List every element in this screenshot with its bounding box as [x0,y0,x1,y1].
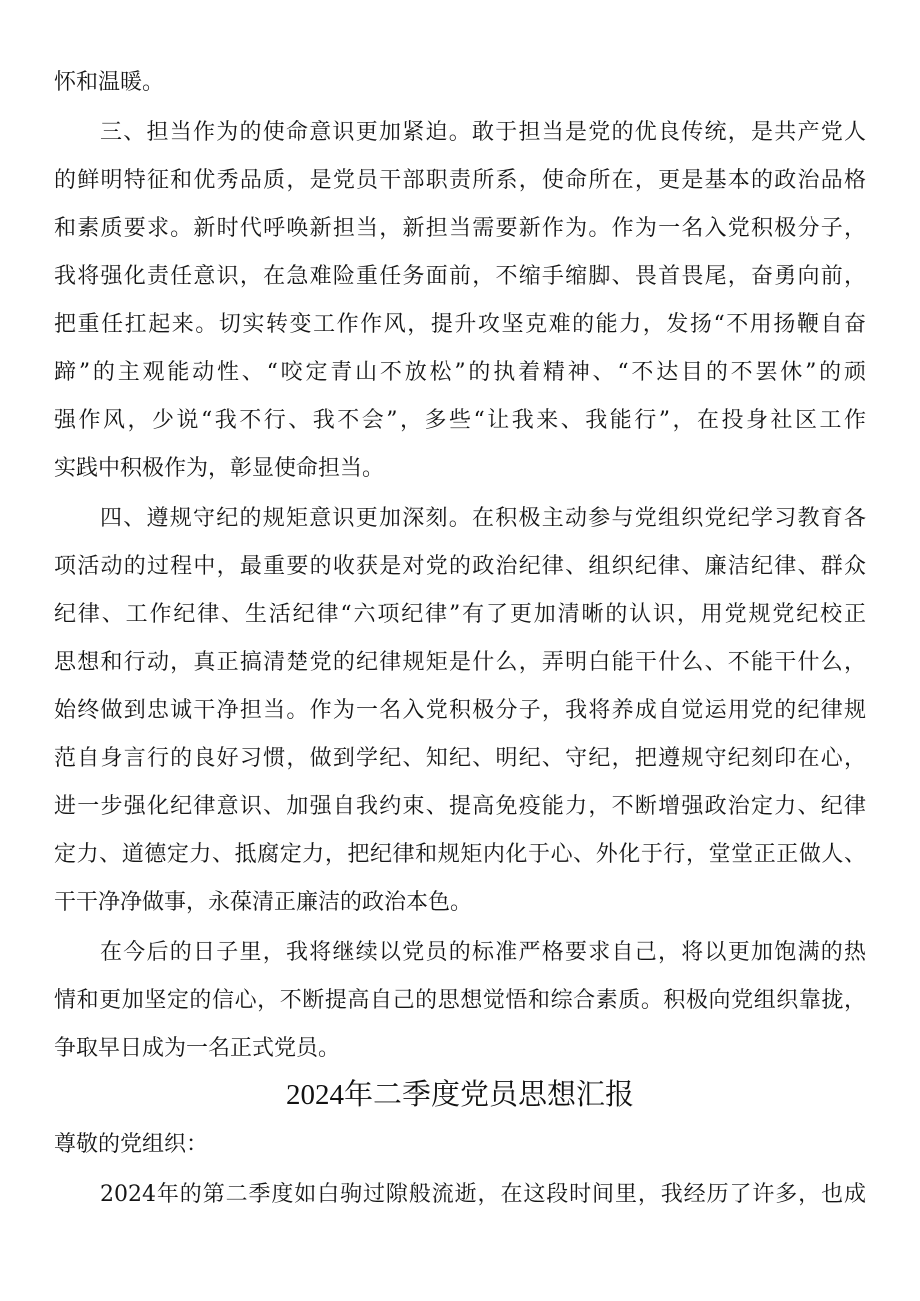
section-three-line: 三、担当作为的使命意识更加紧迫。敢于担当是党的优良传统，是共产党人 [100,120,866,145]
section-four-line: 干干净净做事，永葆清正廉洁的政治本色。 [54,890,473,915]
closing-line: 在今后的日子里，我将继续以党员的标准严格要求自己，将以更加饱满的热 [100,940,866,965]
section-four-line: 范自身言行的良好习惯，做到学纪、知纪、明纪、守纪，把遵规守纪刻印在心， [54,746,866,771]
section-four-line: 定力、道德定力、抵腐定力，把纪律和规矩内化于心、外化于行，堂堂正正做人、 [54,842,866,867]
section-three-line: 蹄”的主观能动性、“咬定青山不放松”的执着精神、“不达目的不罢休”的顽 [54,360,866,385]
paragraph-continuation-line: 怀和温暖。 [54,70,165,95]
section-three-line: 的鲜明特征和优秀品质，是党员干部职责所系，使命所在，更是基本的政治品格 [54,168,866,193]
report-title: 2024年二季度党员思想汇报 [285,1079,634,1111]
section-four-line: 进一步强化纪律意识、加强自我约束、提高免疫能力，不断增强政治定力、纪律 [54,794,866,819]
salutation: 尊敬的党组织： [54,1132,209,1157]
section-three-line: 强作风，少说“我不行、我不会”，多些“让我来、我能行”，在投身社区工作 [54,408,866,433]
closing-line: 情和更加坚定的信心，不断提高自己的思想觉悟和综合素质。积极向党组织靠拢， [54,988,866,1013]
report-body-line: 2024年的第二季度如白驹过隙般流逝，在这段时间里，我经历了许多，也成 [100,1182,866,1207]
section-four-line: 思想和行动，真正搞清楚党的纪律规矩是什么，弄明白能干什么、不能干什么， [54,650,866,675]
section-three-line: 把重任扛起来。切实转变工作作风，提升攻坚克难的能力，发扬“不用扬鞭自奋 [54,312,866,337]
section-three-line: 和素质要求。新时代呼唤新担当，新担当需要新作为。作为一名入党积极分子， [54,216,866,241]
section-four-line: 项活动的过程中，最重要的收获是对党的政治纪律、组织纪律、廉洁纪律、群众 [54,554,866,579]
section-four-line: 始终做到忠诚干净担当。作为一名入党积极分子，我将养成自觉运用党的纪律规 [54,698,866,723]
section-four-line: 纪律、工作纪律、生活纪律“六项纪律”有了更加清晰的认识，用党规党纪校正 [54,602,866,627]
closing-line: 争取早日成为一名正式党员。 [54,1036,341,1061]
section-four-line: 四、遵规守纪的规矩意识更加深刻。在积极主动参与党组织党纪学习教育各 [100,506,866,531]
section-three-line: 我将强化责任意识，在急难险重任务面前，不缩手缩脚、畏首畏尾，奋勇向前， [54,264,866,289]
section-three-line: 实践中积极作为，彰显使命担当。 [54,456,385,481]
